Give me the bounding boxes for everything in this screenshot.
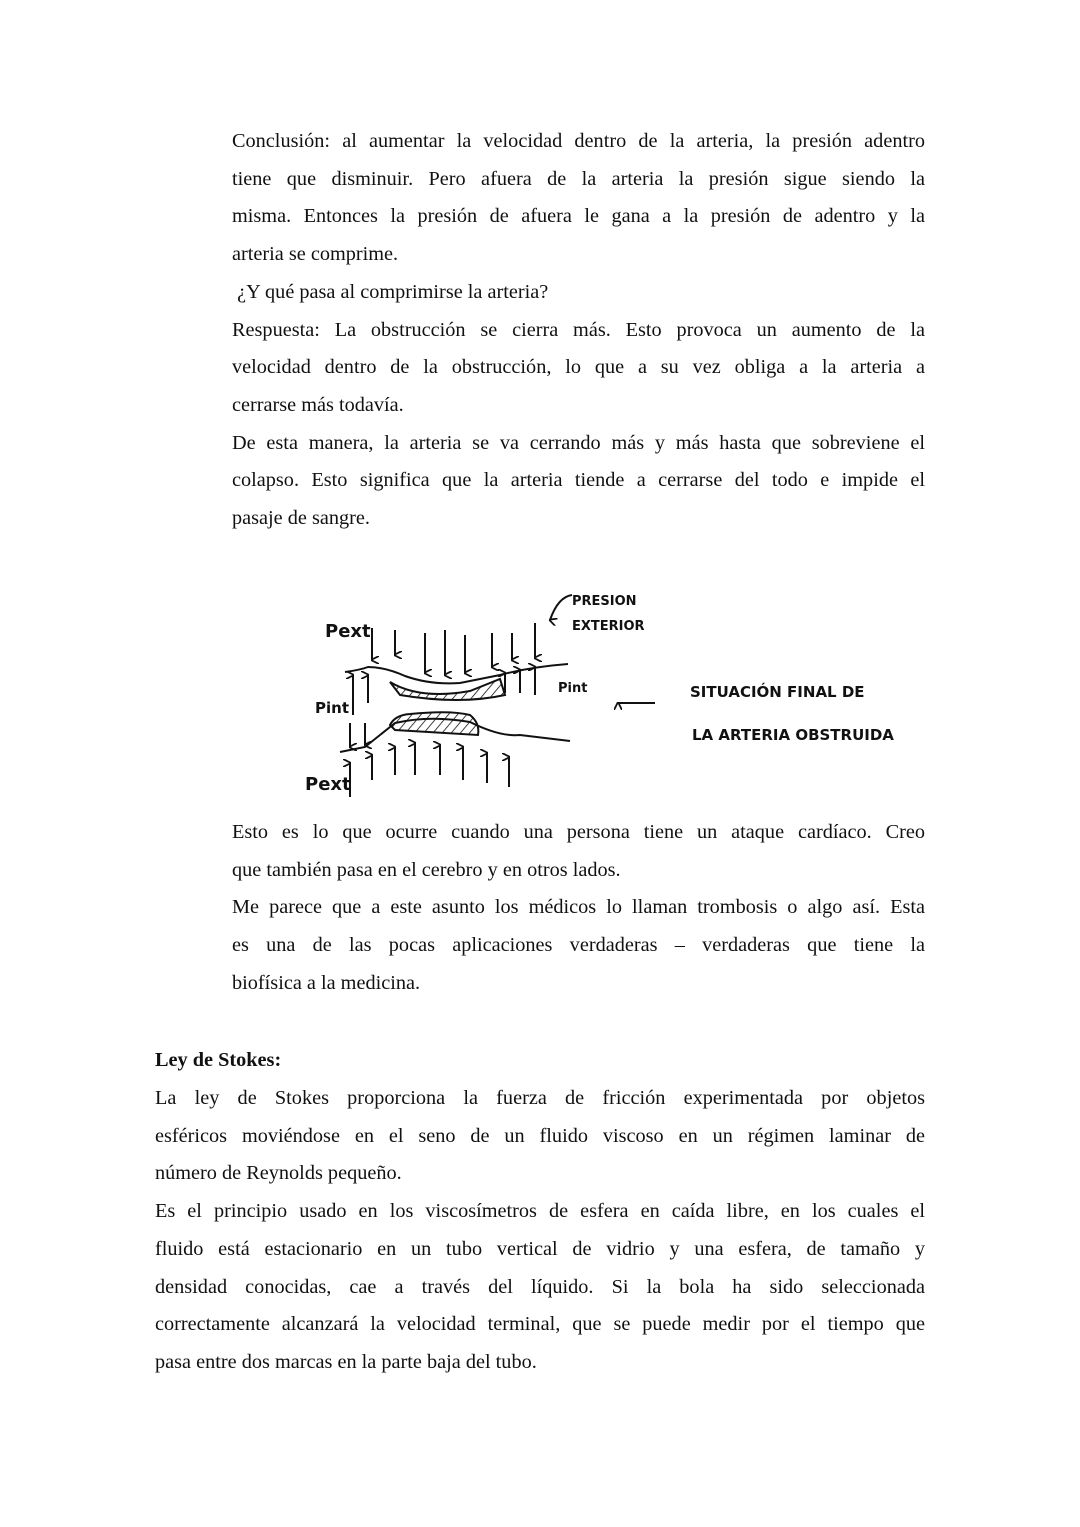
text-line: Es el principio usado en los viscosímetros de esfera en caída libre, en los cuales el [155,1200,925,1223]
question-line: ¿Y qué pasa al comprimirse la arteria? [232,280,549,303]
text-line: De esta manera, la arteria se va cerrando más y más hasta que sobreviene el [232,431,925,454]
text-line: correctamente alcanzará la velocidad terminal, que se puede medir por el tiempo que [155,1313,925,1336]
text-line: arteria se comprime. [232,243,399,266]
label-pext-top: Pext [325,621,371,642]
text-line: colapso. Esto significa que la arteria tiende a cerrarse del todo e impide el [232,469,925,492]
figure-caption-line: LA ARTERIA OBSTRUIDA [692,726,894,744]
text-line: que también pasa en el cerebro y en otros lados. [232,858,621,881]
text-line: La ley de Stokes proporciona la fuerza de fricción experimentada por objetos [155,1087,925,1109]
label-pext-bottom: Pext [305,774,351,795]
label-exterior: EXTERIOR [572,619,645,634]
text-line: Respuesta: La obstrucción se cierra más. Esto provoca un aumento de la [232,318,925,341]
text-line: Esto es lo que ocurre cuando una persona tiene un ataque cardíaco. Creo [232,821,925,843]
text-line: Me parece que a este asunto los médicos lo llaman trombosis o algo así. Esta [232,896,925,919]
text-line: pasaje de sangre. [232,507,370,530]
heart-attack-paragraph [232,814,925,1003]
text-line: número de Reynolds pequeño. [155,1162,402,1185]
text-line: misma. Entonces la presión de afuera le gana a la presión de adentro y la [232,205,925,228]
text-line: densidad conocidas, cae a través del líquido. Si la bola ha sido seleccionada [155,1275,925,1298]
text-line: es una de las pocas aplicaciones verdaderas – verdaderas que tiene la [232,934,925,957]
stokes-paragraph [155,1080,925,1382]
label-presion: PRESION [572,594,637,609]
label-pint-right: Pint [558,681,588,696]
text-line: tiene que disminuir. Pero afuera de la arteria la presión sigue siendo la [232,167,925,190]
text-line: biofísica a la medicina. [232,971,421,994]
text-line: fluido está estacionario en un tubo vertical de vidrio y una esfera, de tamaño y [155,1237,925,1260]
figure-caption-line: SITUACIÓN FINAL DE [690,683,865,701]
conclusion-paragraph [232,123,925,538]
text-line: pasa entre dos marcas en la parte baja del tubo. [155,1350,537,1373]
text-line: velocidad dentro de la obstrucción, lo que a su vez obliga a la arteria a [232,356,925,379]
text-line: esféricos moviéndose en el seno de un fluido viscoso en un régimen laminar de [155,1124,925,1147]
stokes-heading: Ley de Stokes: [155,1049,282,1071]
text-line: cerrarse más todavía. [232,393,404,416]
text-line: Conclusión: al aumentar la velocidad dentro de la arteria, la presión adentro [232,130,925,152]
label-pint-left: Pint [315,699,349,717]
artery-diagram [300,575,930,810]
upper-plaque [390,679,505,700]
lower-plaque [390,712,478,735]
